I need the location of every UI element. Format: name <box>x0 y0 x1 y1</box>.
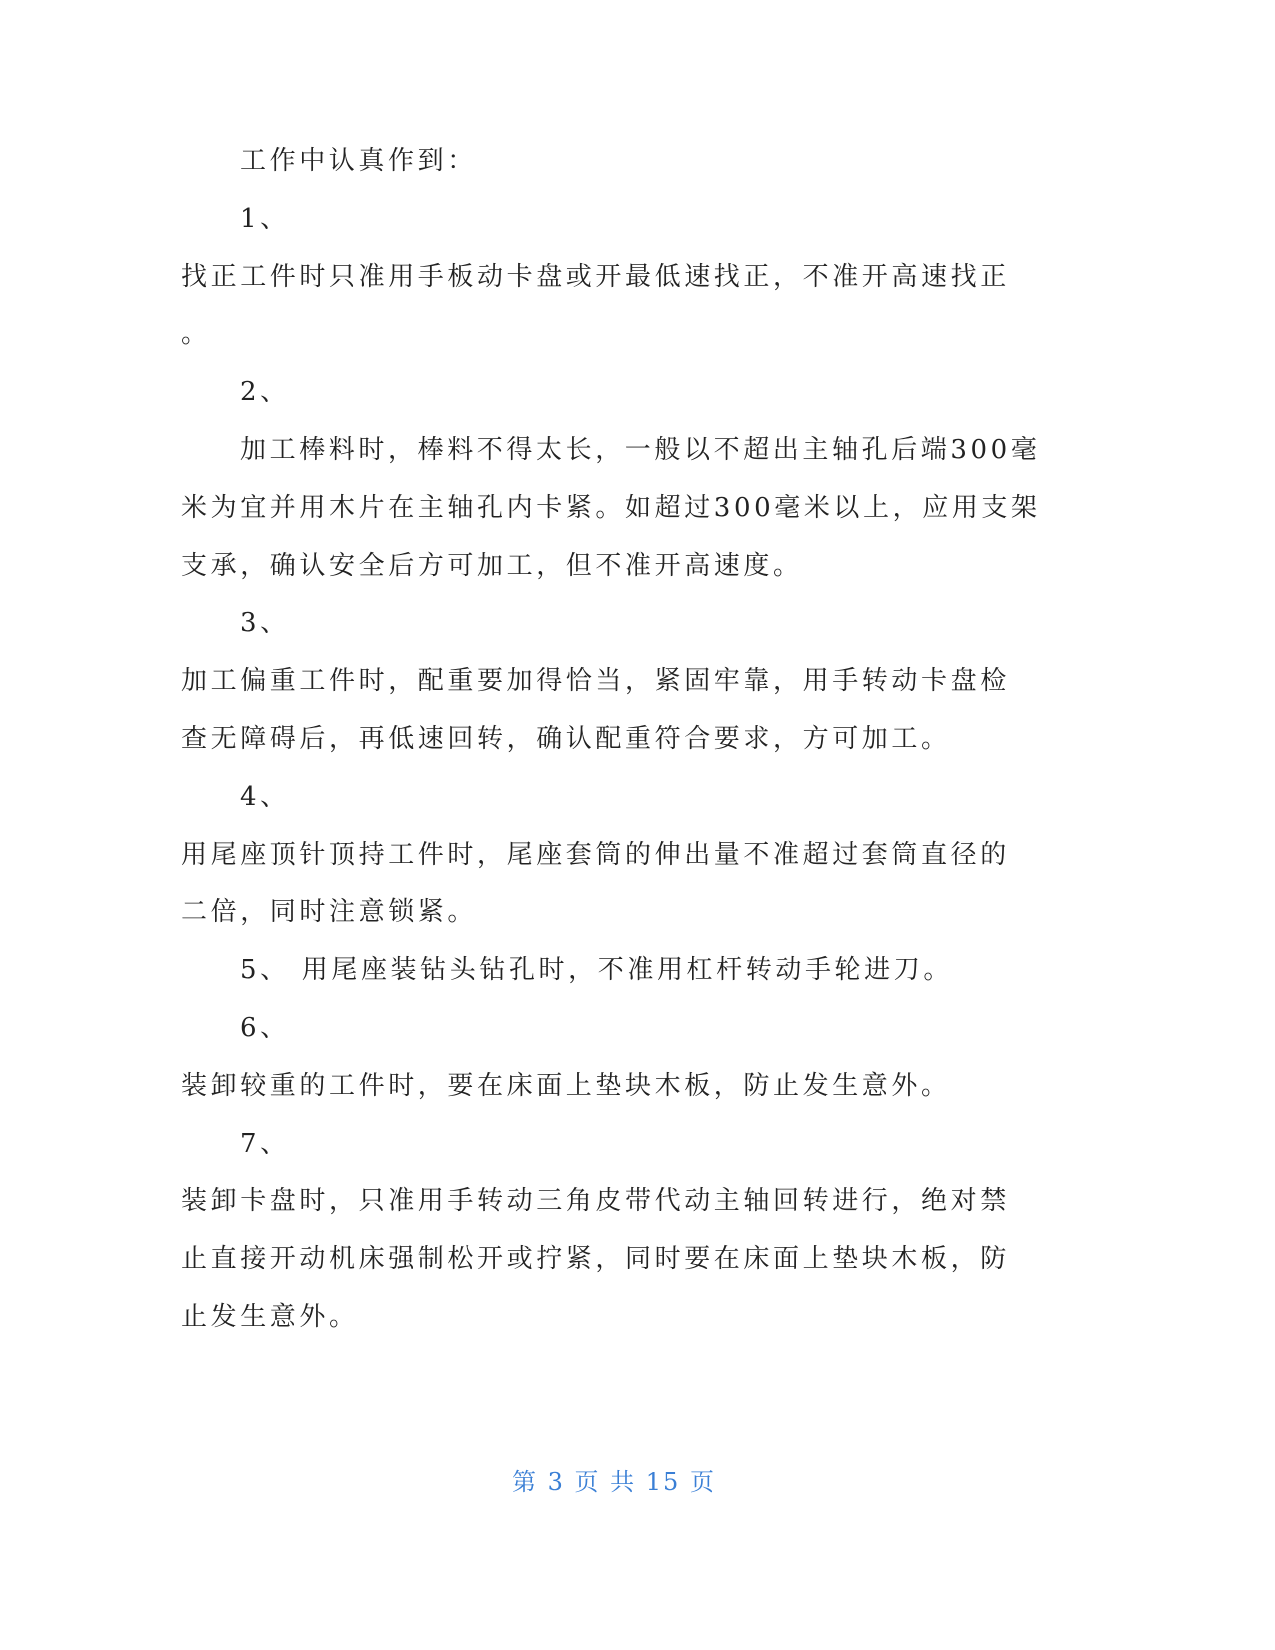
item-number: 5、 <box>240 955 290 986</box>
item-number: 7、 <box>240 1128 290 1159</box>
page-footer: 第 3 页 共 15 页 <box>512 1468 716 1496</box>
item-number: 1、 <box>240 203 290 234</box>
intro-text: 工作中认真作到： <box>240 146 477 176</box>
item-text-line: 支承，确认安全后方可加工，但不准开高速度。 <box>181 550 803 581</box>
item-text-line: 止直接开动机床强制松开或拧紧，同时要在床面上垫块木板，防 <box>181 1244 1010 1275</box>
item-number: 2、 <box>240 377 290 408</box>
item-text-line: 查无障碍后，再低速回转，确认配重符合要求，方可加工。 <box>181 723 951 754</box>
item-number: 4、 <box>240 781 290 812</box>
item-text-line: 米为宜并用木片在主轴孔内卡紧。如超过300毫米以上，应用支架 <box>181 492 1041 523</box>
item-text-line: 止发生意外。 <box>181 1301 359 1332</box>
item-5-line <box>181 942 1181 1000</box>
item-text-line: 用尾座装钻头钻孔时，不准用杠杆转动手轮进刀。 <box>301 955 953 986</box>
item-number: 3、 <box>240 608 290 639</box>
item-text-line: 二倍，同时注意锁紧。 <box>181 897 478 928</box>
item-text-line: 加工偏重工件时，配重要加得恰当，紧固牢靠，用手转动卡盘检 <box>181 666 1010 697</box>
item-text-line: 加工棒料时，棒料不得太长，一般以不超出主轴孔后端300毫 <box>240 434 1041 465</box>
item-text-line: 用尾座顶针顶持工件时，尾座套筒的伸出量不准超过套筒直径的 <box>181 839 1010 870</box>
item-text-line: 装卸卡盘时，只准用手转动三角皮带代动主轴回转进行，绝对禁 <box>181 1186 1010 1217</box>
item-text-line: 。 <box>181 319 211 350</box>
document-body <box>181 133 1181 1347</box>
item-text-line: 装卸较重的工件时，要在床面上垫块木板，防止发生意外。 <box>181 1070 951 1101</box>
item-number: 6、 <box>240 1012 290 1043</box>
item-text-line: 找正工件时只准用手板动卡盘或开最低速找正，不准开高速找正 <box>181 261 1010 292</box>
